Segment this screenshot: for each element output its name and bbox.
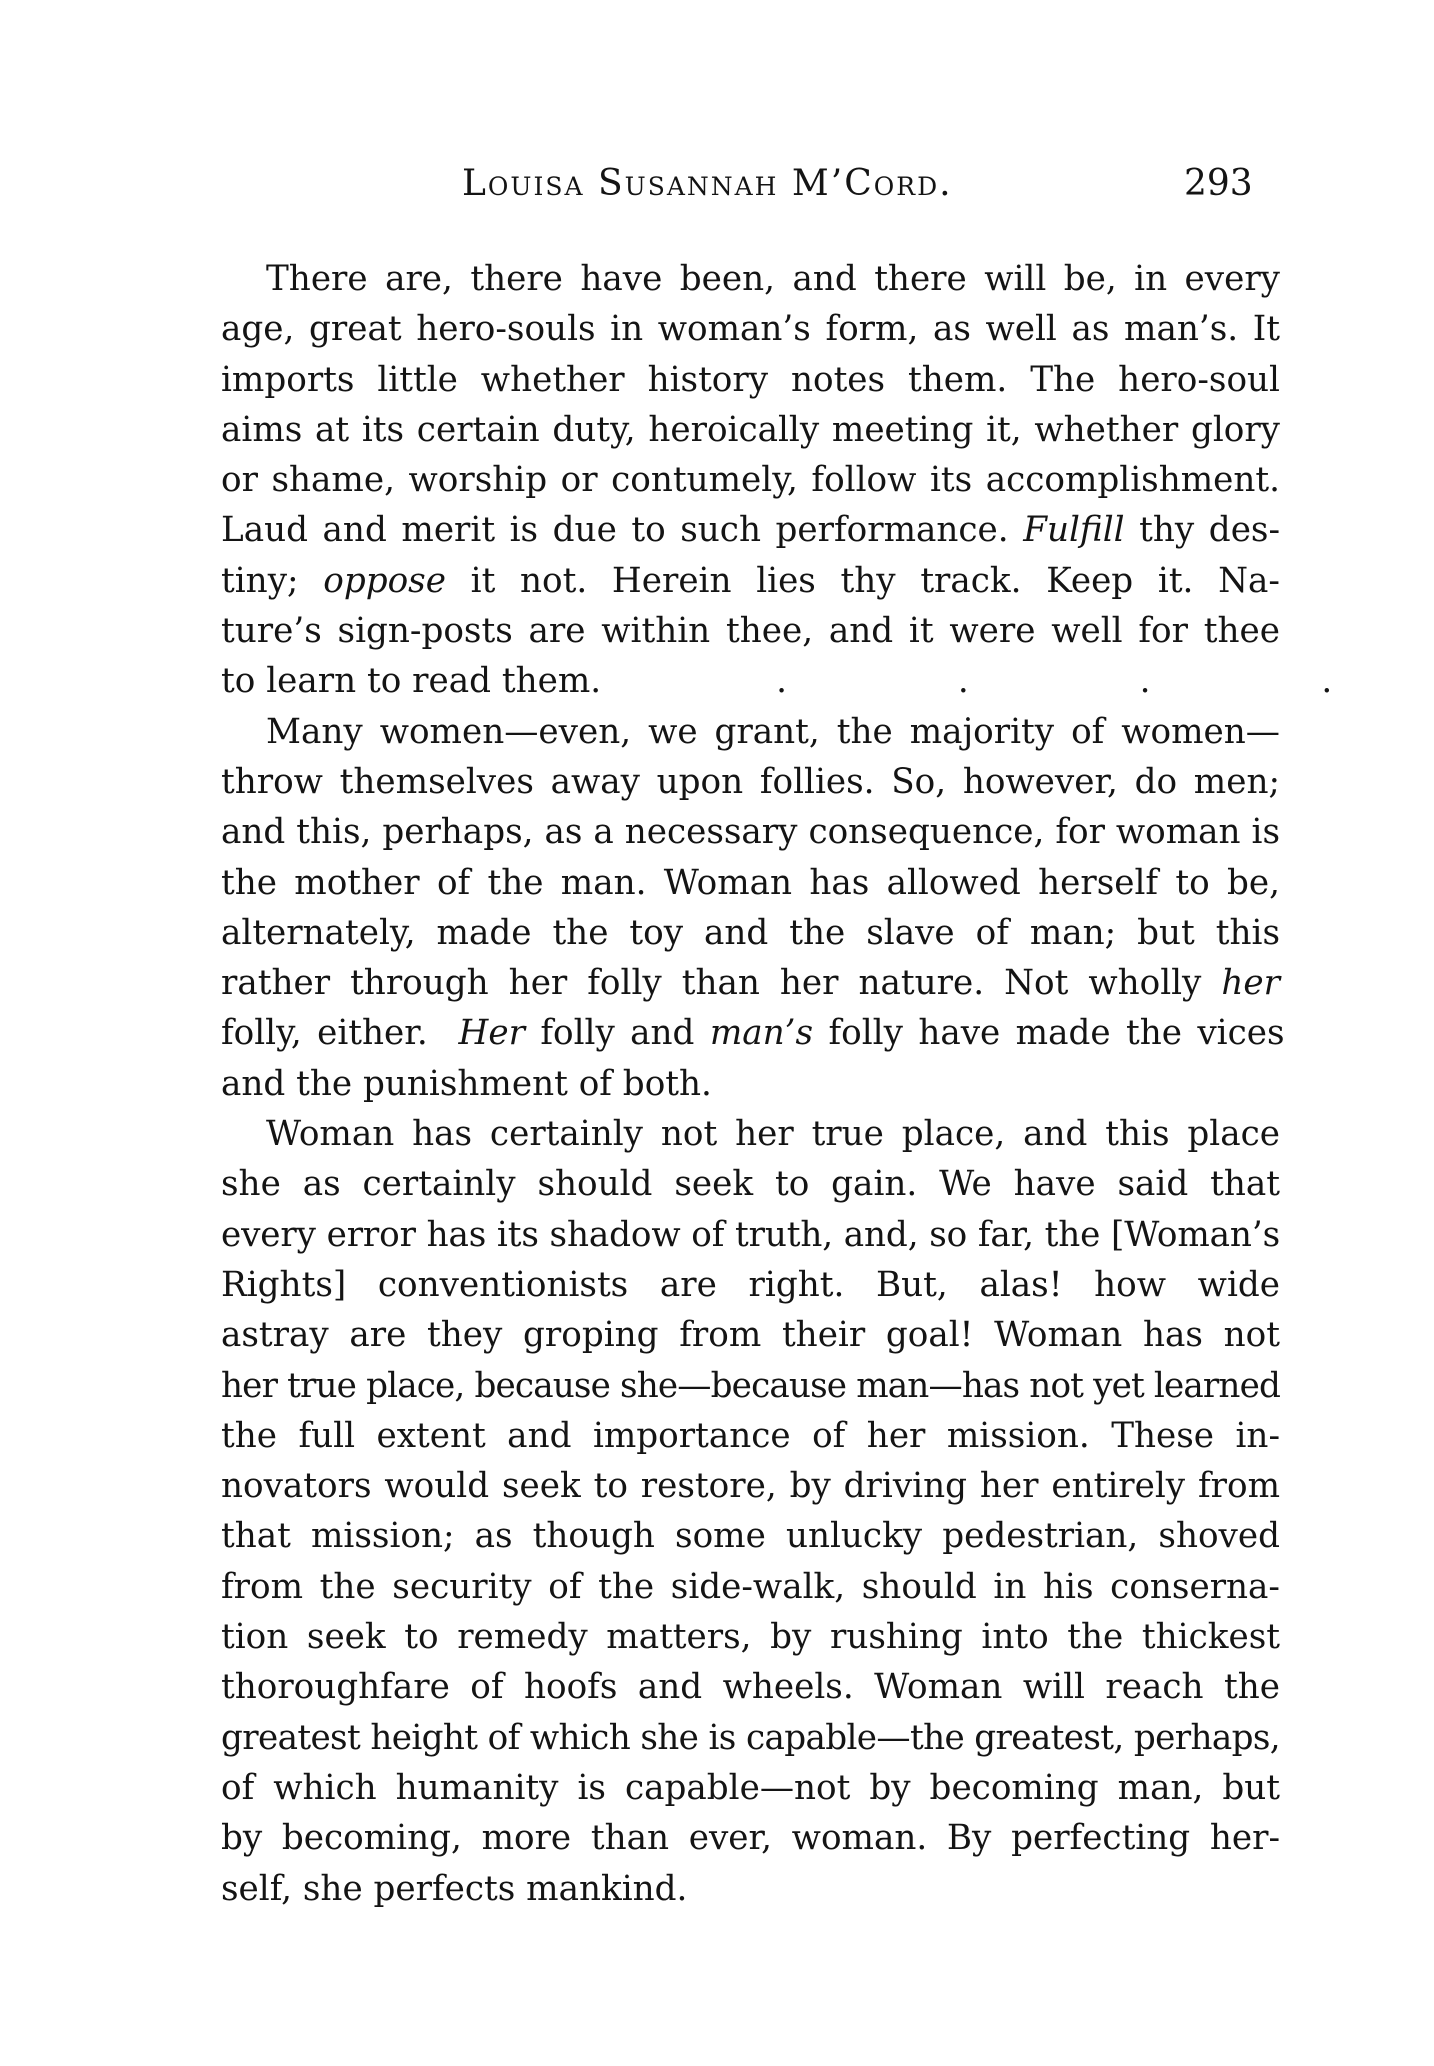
- line-text: her true place, because she—because man—has not yet learned: [221, 1365, 1280, 1406]
- text-line: [176, 1109, 1280, 1159]
- text-line: [176, 1612, 1280, 1662]
- running-head: Louisa Susannah M’Cord.: [462, 163, 953, 204]
- line-text: it not. Herein lies thy track. Keep it. Na-: [470, 560, 1280, 601]
- text-line: [176, 1008, 1285, 1058]
- italic-word: Fulfill: [1023, 510, 1125, 551]
- line-text: of which humanity is capable—not by becoming man, but: [221, 1767, 1280, 1808]
- line-text: folly, either.: [221, 1013, 428, 1054]
- text-line: [176, 757, 1280, 807]
- text-line: [176, 858, 1280, 908]
- line-text: throw themselves away upon follies. So, however, do men;: [221, 761, 1280, 802]
- paragraph-3: [176, 1109, 1280, 1914]
- line-text: There are, there have been, and there will be, in every: [266, 259, 1280, 299]
- line-text: the full extent and importance of her mission. These in-: [221, 1415, 1280, 1456]
- line-text: Rights] conventionists are right. But, alas! how wide: [221, 1264, 1280, 1305]
- text-line: [176, 1662, 1280, 1712]
- text-line: [176, 304, 1280, 354]
- text-line: [176, 707, 1280, 757]
- line-text: she as certainly should seek to gain. We have said that: [221, 1164, 1280, 1205]
- italic-word: oppose: [323, 560, 446, 601]
- text-line: [176, 405, 1280, 455]
- line-text: Laud and merit is due to such performance.: [221, 510, 1009, 551]
- line-text: age, great hero-souls in woman’s form, as well as man’s. It: [221, 309, 1280, 350]
- line-text: every error has its shadow of truth, and, so far, the [Woman’s: [221, 1214, 1280, 1255]
- text-line: [176, 1864, 1280, 1914]
- paragraph-2: [176, 707, 1285, 1109]
- line-text: tiny;: [221, 560, 299, 601]
- line-text: thoroughfare of hoofs and wheels. Woman will reach the: [221, 1667, 1280, 1708]
- line-text: alternately, made the toy and the slave of man; but this: [221, 912, 1280, 953]
- line-text: the mother of the man. Woman has allowed herself to be,: [221, 862, 1280, 903]
- line-text: folly and: [540, 1013, 695, 1054]
- text-line: [176, 606, 1280, 656]
- line-text: and this, perhaps, as a necessary consequence, for woman is: [221, 812, 1280, 853]
- text-line: [176, 908, 1280, 958]
- line-text: Many women—even, we grant, the majority of women—: [266, 711, 1280, 752]
- line-text: thy des-: [1139, 510, 1281, 551]
- line-text: that mission; as though some unlucky pedestrian, shoved: [221, 1516, 1280, 1557]
- text-line: [176, 355, 1280, 405]
- text-line: [176, 1562, 1280, 1612]
- text-line: [176, 1159, 1280, 1209]
- line-text: tion seek to remedy matters, by rushing into the thickest: [221, 1617, 1280, 1658]
- text-line: [176, 1461, 1280, 1511]
- text-line: [176, 1059, 1280, 1109]
- line-text: from the security of the side-walk, should in his conserna-: [221, 1566, 1280, 1607]
- italic-word: man’s: [709, 1013, 814, 1054]
- italic-word: Her: [458, 1013, 525, 1054]
- text-line: [176, 1361, 1280, 1411]
- line-text: ture’s sign-posts are within thee, and it were well for thee: [221, 611, 1280, 652]
- line-text: rather through her folly than her nature. Not wholly: [221, 963, 1202, 1004]
- body-text: [176, 254, 1413, 1914]
- text-line: [176, 254, 1280, 304]
- paragraph-1: [176, 254, 1413, 707]
- line-text: imports little whether history notes them. The hero-soul: [221, 359, 1280, 400]
- text-line: [176, 656, 1413, 706]
- text-line: [176, 1511, 1280, 1561]
- line-text: folly have made the vices: [828, 1013, 1285, 1054]
- text-line: [176, 505, 1280, 555]
- line-text: to learn to read them.: [221, 661, 602, 702]
- text-line: [176, 958, 1280, 1008]
- text-line: [176, 1713, 1280, 1763]
- line-text: self, she perfects mankind.: [221, 1868, 688, 1909]
- text-line: [176, 556, 1280, 606]
- page-header: [0, 163, 1434, 213]
- line-text: Woman has certainly not her true place, and this place: [266, 1114, 1280, 1155]
- text-line: [176, 455, 1280, 505]
- text-line: [176, 1411, 1280, 1461]
- line-text: or shame, worship or contumely, follow its accomplishment.: [221, 460, 1280, 501]
- italic-word: her: [1221, 963, 1280, 1004]
- line-text: novators would seek to restore, by driving her entirely from: [221, 1466, 1280, 1507]
- text-line: [176, 1210, 1280, 1260]
- line-text: and the punishment of both.: [221, 1063, 712, 1104]
- text-line: [176, 1260, 1280, 1310]
- text-line: [176, 807, 1280, 857]
- text-line: [176, 1763, 1280, 1813]
- ellipsis: . . . .: [776, 661, 1413, 702]
- line-text: greatest height of which she is capable—the greatest, perhaps,: [221, 1717, 1280, 1758]
- line-text: by becoming, more than ever, woman. By perfecting her-: [221, 1818, 1280, 1859]
- text-line: [176, 1813, 1280, 1863]
- line-text: astray are they groping from their goal! Woman has not: [221, 1315, 1280, 1356]
- page-number: 293: [1184, 163, 1253, 204]
- line-text: aims at its certain duty, heroically meeting it, whether glory: [221, 409, 1280, 450]
- text-line: [176, 1310, 1280, 1360]
